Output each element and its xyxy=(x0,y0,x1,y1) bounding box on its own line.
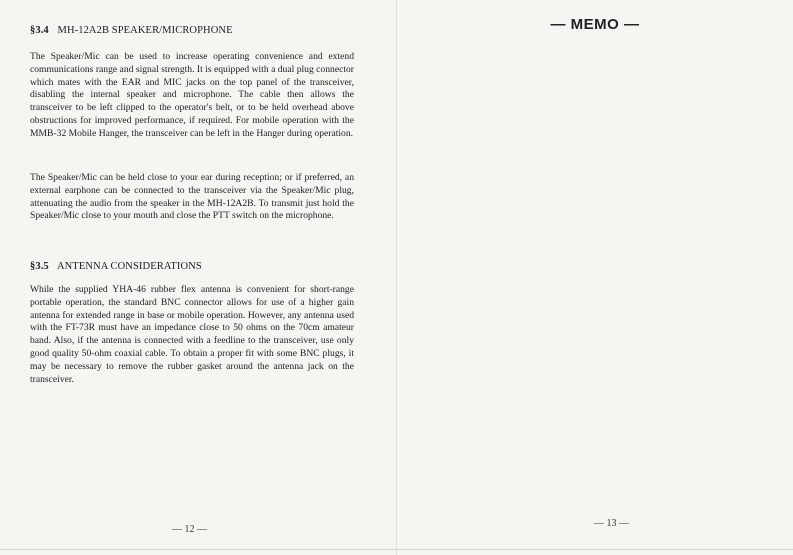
section-3-4-title: MH-12A2B SPEAKER/MICROPHONE xyxy=(57,25,233,36)
speaker-mic-paragraph-2: The Speaker/Mic can be held close to your ear during reception; or if preferred, an external earphone can be connected to the transceiver via the Speaker/Mic plug, attenuating the audio from the speaker in the MH-12A2B. To transmit just hold the Speaker/Mic close to your mouth and close the PTT switch on the microphone. xyxy=(30,172,354,222)
right-page xyxy=(397,0,793,555)
section-3-5-number: §3.5 xyxy=(30,261,49,272)
section-3-4-number: §3.4 xyxy=(30,25,49,36)
page-number-12: — 12 — xyxy=(172,524,207,535)
memo-title: — MEMO — xyxy=(550,16,640,33)
spread-bottom-edge xyxy=(0,549,793,550)
section-3-5-heading xyxy=(30,261,202,272)
left-page xyxy=(0,0,396,555)
page-number-13: — 13 — xyxy=(594,518,629,529)
section-3-4-heading xyxy=(30,25,233,36)
antenna-paragraph-1: While the supplied YHA-46 rubber flex antenna is convenient for short-range portable operation, the standard BNC connector allows for use of a higher gain antenna for extended range in base or mobile operation. However, any antenna used with the FT-73R must have an impedance close to 50 ohms on the 70cm amateur band. Also, if the antenna is connected with a feedline to the transceiver, use only good quality 50-ohm coaxial cable. To obtain a proper fit with some BNC plugs, it may be necessary to remove the rubber gasket around the antenna jack on the transceiver. xyxy=(30,284,354,385)
section-3-5-title: ANTENNA CONSIDERATIONS xyxy=(56,261,202,272)
speaker-mic-paragraph-1: The Speaker/Mic can be used to increase operating convenience and extend communications range and signal strength. It is equipped with a dual plug connector which mates with the EAR and MIC jacks on the top panel of the transceiver, disabling the internal speaker and microphone. The cable then allows the transceiver to be left clipped to the operator's belt, or to be held overhead above obstructions for improved performance, if required. For mobile operation with the MMB-32 Mobile Hanger, the transceiver can be left in the Hanger during operation. xyxy=(30,51,354,139)
